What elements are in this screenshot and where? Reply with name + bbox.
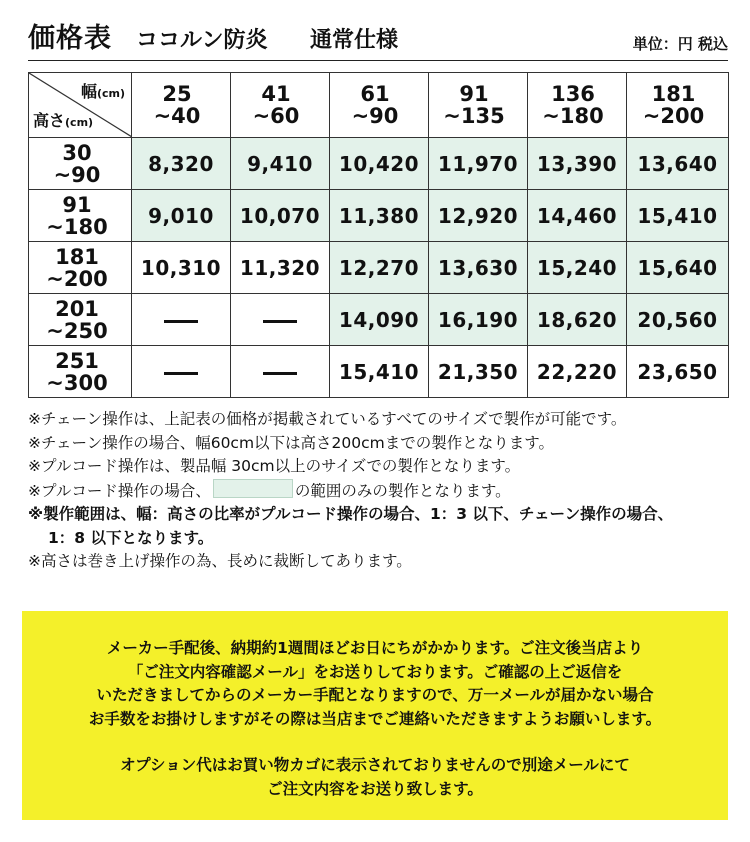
range-end: ~90 — [53, 162, 101, 187]
price-cell: 22,220 — [528, 346, 627, 398]
range-start: 181 — [651, 82, 696, 106]
page-header — [28, 22, 728, 62]
height-range-header — [29, 294, 132, 346]
notice-line: いただきましてからのメーカー手配となりますので、万一メールが届かない場合 — [96, 686, 654, 704]
range-end: ~60 — [252, 104, 300, 128]
range-end: ~40 — [153, 104, 201, 128]
unavailable-dash — [263, 372, 297, 375]
note-ratio-limit-cont: 1：8 以下となります。 — [48, 528, 214, 547]
price-cell: 14,090 — [330, 294, 429, 346]
range-start: 61 — [360, 82, 390, 106]
range-end: ~300 — [46, 370, 108, 395]
range-start: 25 — [162, 82, 192, 106]
range-end: ~180 — [542, 104, 604, 128]
height-unit: (cm) — [65, 116, 94, 129]
range-end: ~250 — [46, 318, 108, 343]
unavailable-cell — [132, 294, 231, 346]
range-start: 201 — [55, 296, 99, 321]
note-pullcord-range — [28, 479, 748, 504]
price-cell: 15,640 — [627, 242, 729, 294]
width-label: 幅 — [80, 82, 97, 101]
range-end: ~200 — [46, 266, 108, 291]
note-height-cut: ※高さは巻き上げ操作の為、長めに裁断してあります。 — [28, 552, 412, 570]
note-pullcord-range-suffix: の範囲のみの製作となります。 — [294, 481, 511, 500]
notes-section — [28, 408, 748, 574]
height-axis-label — [33, 108, 93, 131]
height-range-header — [29, 190, 132, 242]
notice-spacer — [22, 731, 728, 754]
table-row — [29, 138, 729, 190]
range-end: ~200 — [642, 104, 705, 128]
range-start: 181 — [55, 244, 99, 269]
notice-line: お手数をお掛けしますがその際は当店までご連絡いただきますようお願いします。 — [88, 709, 662, 728]
price-cell: 13,640 — [627, 138, 729, 190]
product-name: ココルン防炎 — [136, 28, 268, 53]
width-axis-label — [81, 79, 125, 102]
price-cell: 12,270 — [330, 242, 429, 294]
height-range-header — [29, 346, 132, 398]
price-cell: 20,560 — [627, 294, 729, 346]
price-cell: 21,350 — [429, 346, 528, 398]
product-spec: 通常仕様 — [310, 28, 399, 53]
price-cell: 14,460 — [528, 190, 627, 242]
note-ratio-limit: ※製作範囲は、幅：高さの比率がプルコード操作の場合、1：3 以下、チェーン操作の場合、 — [28, 505, 674, 523]
notice-line: ご注文内容をお送り致します。 — [267, 779, 483, 798]
height-range-header — [29, 138, 132, 190]
note-pullcord-min-width: ※プルコード操作は、製品幅 30cm以上のサイズでの製作となります。 — [28, 457, 521, 475]
price-cell: 11,970 — [429, 138, 528, 190]
width-range-header — [627, 73, 729, 138]
price-cell: 9,010 — [132, 190, 231, 242]
price-cell: 16,190 — [429, 294, 528, 346]
price-cell: 8,320 — [132, 138, 231, 190]
note-pullcord-range-prefix: ※プルコード操作の場合、 — [28, 481, 211, 500]
price-cell: 18,620 — [528, 294, 627, 346]
unavailable-dash — [164, 372, 198, 375]
range-end: ~180 — [46, 214, 108, 239]
price-cell: 9,410 — [231, 138, 330, 190]
pullcord-range-swatch — [213, 479, 293, 498]
header-divider — [28, 60, 728, 61]
unavailable-cell — [132, 346, 231, 398]
width-range-header — [528, 73, 627, 138]
delivery-notice-box — [22, 611, 728, 820]
price-cell: 10,420 — [330, 138, 429, 190]
unavailable-dash — [263, 320, 297, 323]
unavailable-cell — [231, 346, 330, 398]
note-chain-width-limit: ※チェーン操作の場合、幅60cm以下は高さ200cmまでの製作となります。 — [28, 433, 555, 452]
price-cell: 13,390 — [528, 138, 627, 190]
range-start: 91 — [62, 192, 92, 217]
notice-line: オプション代はお買い物カゴに表示されておりませんので別途メールにて — [120, 756, 630, 774]
height-range-header — [29, 242, 132, 294]
price-cell: 10,310 — [132, 242, 231, 294]
price-cell: 11,320 — [231, 242, 330, 294]
price-cell: 11,380 — [330, 190, 429, 242]
price-cell: 12,920 — [429, 190, 528, 242]
width-range-header — [330, 73, 429, 138]
table-row — [29, 294, 729, 346]
note-chain-all-sizes: ※チェーン操作は、上記表の価格が掲載されているすべてのサイズで製作が可能です。 — [28, 410, 627, 428]
table-row — [29, 242, 729, 294]
unavailable-cell — [231, 294, 330, 346]
table-row — [29, 190, 729, 242]
range-end: ~135 — [443, 104, 505, 128]
table-corner — [29, 73, 132, 138]
price-cell: 10,070 — [231, 190, 330, 242]
range-start: 251 — [55, 348, 99, 373]
notice-line: メーカー手配後、納期約1週間ほどお日にちがかかります。ご注文後当店より — [106, 639, 644, 657]
range-start: 41 — [261, 82, 291, 106]
width-range-header — [132, 73, 231, 138]
page-title: 価格表 — [28, 23, 112, 54]
price-unit: 単位：円 税込 — [632, 35, 728, 53]
height-label: 高さ — [33, 111, 66, 130]
delivery-notice-text — [22, 637, 728, 801]
price-table — [28, 72, 729, 398]
price-cell: 15,410 — [330, 346, 429, 398]
table-row — [29, 346, 729, 398]
price-cell: 15,410 — [627, 190, 729, 242]
width-range-header — [231, 73, 330, 138]
width-range-header — [429, 73, 528, 138]
table-header-row — [29, 73, 729, 138]
range-start: 91 — [459, 82, 489, 106]
price-cell: 23,650 — [627, 346, 729, 398]
price-cell: 15,240 — [528, 242, 627, 294]
range-end: ~90 — [351, 104, 399, 128]
range-start: 136 — [551, 82, 595, 106]
notice-line: 「ご注文内容確認メール」をお送りしております。ご確認の上ご返信を — [127, 662, 623, 681]
width-unit: (cm) — [96, 87, 125, 100]
range-start: 30 — [62, 140, 92, 165]
unavailable-dash — [164, 320, 198, 323]
price-cell: 13,630 — [429, 242, 528, 294]
